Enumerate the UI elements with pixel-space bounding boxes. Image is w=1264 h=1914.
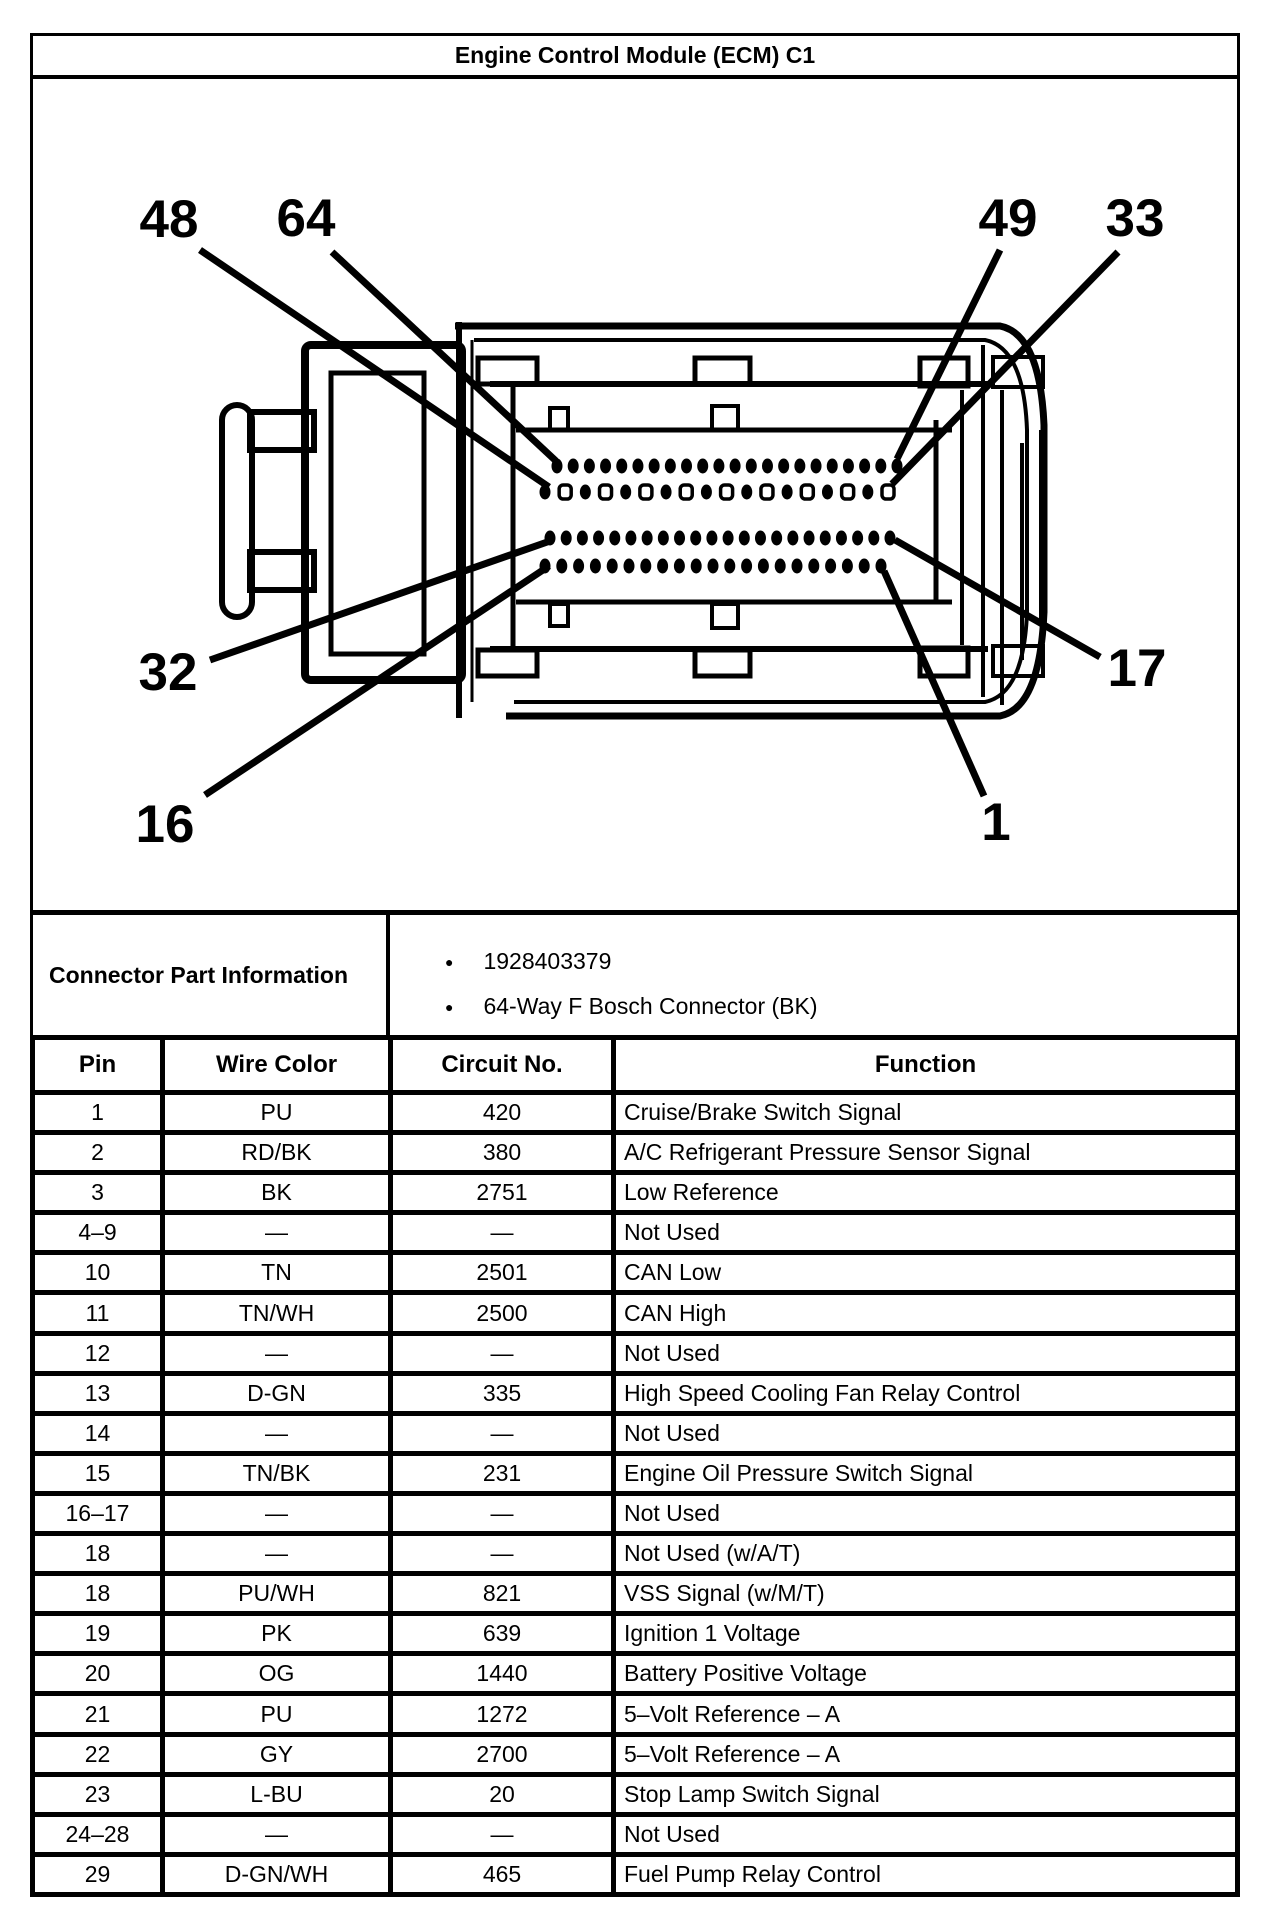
part-info-heading-cell [33,915,390,1035]
wire-color-cell: L-BU [165,1777,388,1812]
wire-color-cell: — [165,1416,388,1451]
circuit-cell: 2501 [393,1255,611,1290]
callout-label-17: 17 [1107,639,1167,698]
wire-color-cell: PU [165,1696,388,1731]
callout-label-48: 48 [139,190,199,249]
bullet-icon: ● [445,998,454,1015]
function-cell: Not Used [616,1336,1235,1371]
header-circuit-no: Circuit No. [393,1040,611,1090]
connector-diagram-panel [30,79,1240,910]
pinout-table [30,1035,1240,1897]
function-cell: 5–Volt Reference – A [616,1696,1235,1731]
pin-cell: 19 [35,1616,160,1651]
pin-cell: 23 [35,1777,160,1812]
part-info-heading: Connector Part Information [49,961,349,988]
page-title: Engine Control Module (ECM) C1 [454,42,816,68]
function-cell: Fuel Pump Relay Control [616,1857,1235,1892]
wire-color-cell: — [165,1536,388,1571]
circuit-cell: 639 [393,1616,611,1651]
function-cell: Not Used (w/A/T) [616,1536,1235,1571]
function-cell: Ignition 1 Voltage [616,1616,1235,1651]
circuit-cell: 1272 [393,1696,611,1731]
circuit-cell: — [393,1817,611,1852]
pin-cell: 29 [35,1857,160,1892]
wire-color-cell: PU/WH [165,1576,388,1611]
circuit-cell: 2500 [393,1295,611,1330]
pin-cell: 21 [35,1696,160,1731]
pin-cell: 10 [35,1255,160,1290]
wire-color-cell: — [165,1496,388,1531]
circuit-cell: — [393,1416,611,1451]
circuit-cell: 2700 [393,1737,611,1772]
page-title-bar [30,33,1240,79]
callout-label-32: 32 [138,643,198,702]
callout-label-1: 1 [981,793,1011,852]
circuit-cell: 2751 [393,1175,611,1210]
circuit-cell: — [393,1496,611,1531]
circuit-cell: 465 [393,1857,611,1892]
function-cell: A/C Refrigerant Pressure Sensor Signal [616,1135,1235,1170]
pin-cell: 12 [35,1336,160,1371]
wire-color-cell: D-GN [165,1376,388,1411]
function-cell: High Speed Cooling Fan Relay Control [616,1376,1235,1411]
circuit-cell: — [393,1336,611,1371]
header-wire-color: Wire Color [165,1040,388,1090]
bullet-icon: ● [445,953,454,970]
wire-color-cell: PK [165,1616,388,1651]
circuit-cell: 821 [393,1576,611,1611]
function-cell: 5–Volt Reference – A [616,1737,1235,1772]
wire-color-cell: D-GN/WH [165,1857,388,1892]
connector-part-info [30,910,1240,1035]
pin-cell: 24–28 [35,1817,160,1852]
circuit-cell: — [393,1536,611,1571]
callout-label-49: 49 [978,189,1038,248]
function-cell: Cruise/Brake Switch Signal [616,1095,1235,1130]
wire-color-cell: BK [165,1175,388,1210]
circuit-cell: 335 [393,1376,611,1411]
function-cell: Not Used [616,1416,1235,1451]
callout-label-33: 33 [1105,189,1165,248]
function-cell: Low Reference [616,1175,1235,1210]
pin-cell: 1 [35,1095,160,1130]
function-cell: CAN High [616,1295,1235,1330]
function-cell: Battery Positive Voltage [616,1656,1235,1691]
pin-cell: 16–17 [35,1496,160,1531]
callout-label-64: 64 [276,189,336,248]
wire-color-cell: GY [165,1737,388,1772]
pin-cell: 15 [35,1456,160,1491]
circuit-cell: 380 [393,1135,611,1170]
pin-cell: 4–9 [35,1215,160,1250]
pin-cell: 3 [35,1175,160,1210]
connector-type-item [445,984,1237,1029]
circuit-cell: — [393,1215,611,1250]
circuit-cell: 20 [393,1777,611,1812]
callout-label-16: 16 [135,795,195,854]
pin-cell: 18 [35,1536,160,1571]
circuit-cell: 231 [393,1456,611,1491]
wire-color-cell: — [165,1817,388,1852]
pin-cell: 11 [35,1295,160,1330]
function-cell: CAN Low [616,1255,1235,1290]
pin-cell: 14 [35,1416,160,1451]
header-function: Function [616,1040,1235,1090]
wire-color-cell: — [165,1215,388,1250]
header-pin: Pin [35,1040,160,1090]
wire-color-cell: OG [165,1656,388,1691]
function-cell: Not Used [616,1215,1235,1250]
wire-color-cell: RD/BK [165,1135,388,1170]
wire-color-cell: PU [165,1095,388,1130]
wire-color-cell: TN/BK [165,1456,388,1491]
function-cell: Not Used [616,1496,1235,1531]
part-number-item [445,939,1237,984]
function-cell: Not Used [616,1817,1235,1852]
pin-cell: 22 [35,1737,160,1772]
circuit-cell: 1440 [393,1656,611,1691]
circuit-cell: 420 [393,1095,611,1130]
pin-cell: 18 [35,1576,160,1611]
wire-color-cell: — [165,1336,388,1371]
wire-color-cell: TN/WH [165,1295,388,1330]
function-cell: Stop Lamp Switch Signal [616,1777,1235,1812]
pin-cell: 2 [35,1135,160,1170]
function-cell: Engine Oil Pressure Switch Signal [616,1456,1235,1491]
connector-type: 64-Way F Bosch Connector (BK) [483,993,818,1019]
wire-color-cell: TN [165,1255,388,1290]
pin-cell: 20 [35,1656,160,1691]
pin-cell: 13 [35,1376,160,1411]
function-cell: VSS Signal (w/M/T) [616,1576,1235,1611]
part-info-details-cell [390,915,1237,1035]
part-number: 1928403379 [483,948,612,974]
